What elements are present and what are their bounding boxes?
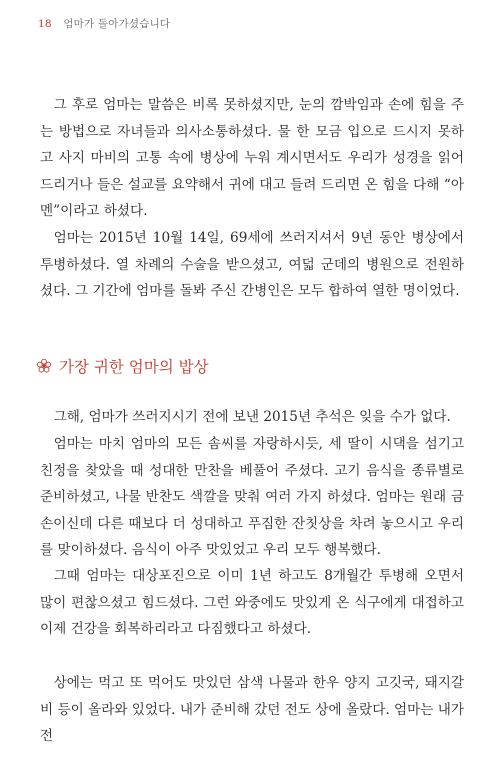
page-number: 18 bbox=[38, 18, 52, 30]
running-head bbox=[38, 16, 170, 31]
chapter-title: 엄마가 돌아가셨습니다 bbox=[63, 18, 171, 30]
body-paragraph: 엄마는 2015년 10월 14일, 69세에 쓰러지셔서 9년 동안 병상에서 투병하셨다. 열 차례의 수술을 받으셨고, 여덟 군데의 병원으로 전원하셨다. 그 기간에 엄마를 돌봐 주신 간병인은 모두 합하여 열한 명이었다. bbox=[40, 230, 464, 299]
flower-icon bbox=[36, 358, 52, 374]
body-paragraph: 그해, 엄마가 쓰러지시기 전에 보낸 2015년 추석은 잊을 수가 없다. bbox=[53, 409, 451, 425]
section-title: 가장 귀한 엄마의 밥상 bbox=[59, 358, 209, 376]
body-paragraph: 그때 엄마는 대상포진으로 이미 1년 하고도 8개월간 투병해 오면서 많이 편찮으셨고 힘드셨다. 그런 와중에도 맛있게 온 식구에게 대접하고 이제 건강을 회복하리라고 다짐했다고 하셨다. bbox=[40, 568, 464, 637]
body-paragraph: 그 후로 엄마는 말씀은 비록 못하셨지만, 눈의 깜박임과 손에 힘을 주는 방법으로 자녀들과 의사소통하셨다. 물 한 모금 입으로 드시지 못하고 사지 마비의 고통 속에 병상에 누워 계시면서도 우리가 성경을 읽어 드리거나 들은 설교를 요약해서 귀에 대고 들려 드리면 온 힘을 다해 “아멘”이라고 하셨다. bbox=[40, 97, 464, 219]
body-paragraph: 엄마는 마치 엄마의 모든 솜씨를 자랑하시듯, 세 딸이 시댁을 섬기고 친정을 찾았을 때 성대한 만찬을 베풀어 주셨다. 고기 음식을 종류별로 준비하셨고, 나물 반찬도 색깔을 맞춰 여러 가지 하셨다. 엄마는 원래 금손이신데 다른 때보다 더 성대하고 푸짐한 잔칫상을 차려 놓으시고 우리를 맞이하셨다. 음식이 아주 맛있었고 우리 모두 행복했다. bbox=[40, 436, 464, 558]
section-heading bbox=[36, 355, 209, 377]
body-paragraph: 상에는 먹고 또 먹어도 맛있던 삼색 나물과 한우 양지 고깃국, 돼지갈비 등이 올라와 있었다. 내가 준비해 갔던 전도 상에 올랐다. 엄마는 내가 전 bbox=[40, 675, 464, 744]
